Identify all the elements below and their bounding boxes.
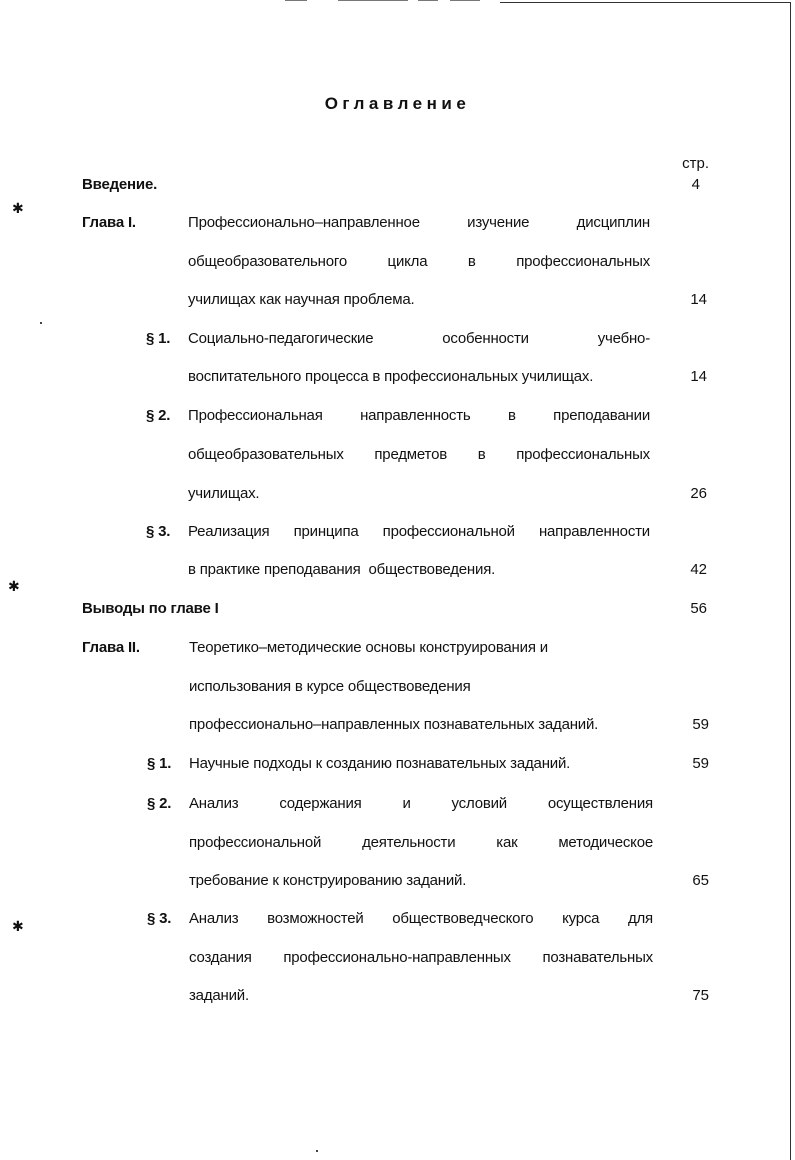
section-1-1-number: § 1. (146, 330, 171, 347)
word: Анализ (189, 795, 239, 812)
chapter-2-page: 59 (692, 716, 709, 733)
word: профессионально-направленных (283, 949, 511, 966)
word: содержания (279, 795, 362, 812)
chapter-2-label: Глава II. (82, 639, 140, 656)
section-2-3-title-line1 (189, 910, 653, 928)
word: преподавании (553, 407, 650, 424)
word: цикла (387, 253, 428, 270)
word: Анализ (189, 910, 239, 927)
section-2-2-title-line1 (189, 795, 653, 813)
chapter-1-title-line3: училищах как научная проблема. (188, 291, 415, 308)
section-1-2-page: 26 (690, 485, 707, 502)
word: деятельности (362, 834, 456, 851)
word: направленности (538, 523, 650, 540)
section-1-2-number: § 2. (146, 407, 171, 424)
intro-page: 4 (691, 176, 700, 193)
word: методическое (558, 834, 653, 851)
word: изучение (467, 214, 530, 231)
section-2-2-title-line2 (189, 834, 653, 852)
section-1-2-title-line3: училищах. (188, 485, 260, 502)
chapter-1-title-line1 (188, 214, 650, 232)
margin-mark: ✱ (12, 200, 24, 216)
word: условий (451, 795, 507, 812)
scan-mark (450, 0, 480, 1)
section-1-2-title-line1 (188, 407, 650, 425)
section-1-1-title-line2: воспитательного процесса в профессиональных училищах. (188, 368, 594, 385)
word: профессиональной (382, 523, 515, 540)
section-2-3-number: § 3. (147, 910, 172, 927)
word: в (477, 446, 486, 463)
word: предметов (374, 446, 447, 463)
section-1-1-page: 14 (690, 368, 707, 385)
word: в (467, 253, 476, 270)
word: и (402, 795, 411, 812)
word: особенности (442, 330, 529, 347)
scan-mark (418, 0, 438, 1)
section-1-2-title-line2 (188, 446, 650, 464)
section-2-1-page: 59 (692, 755, 709, 772)
word: обществоведческого (392, 910, 534, 927)
word: Профессионально–направленное (188, 214, 420, 231)
word: профессиональных (516, 253, 650, 270)
word: познавательных (542, 949, 653, 966)
word: Реализация (188, 523, 270, 540)
section-1-3-page: 42 (690, 561, 707, 578)
word: дисциплин (576, 214, 650, 231)
section-2-2-number: § 2. (147, 795, 172, 812)
scan-dot (40, 322, 42, 324)
page-title: Оглавление (324, 94, 471, 113)
chapter-2-title-line3: профессионально–направленных познавательных заданий. (189, 716, 599, 733)
scan-border-right (790, 2, 791, 1160)
chapter-2-title-line2: использования в курсе обществоведения (189, 678, 471, 695)
section-2-3-title-line3: заданий. (189, 987, 249, 1004)
word: учебно- (597, 330, 650, 347)
section-2-2-title-line3: требование к конструированию заданий. (189, 872, 467, 889)
page-column-label: стр. (682, 155, 709, 172)
word: курса (562, 910, 600, 927)
word: профессиональной (189, 834, 322, 851)
word: общеобразовательного (188, 253, 347, 270)
section-2-2-page: 65 (692, 872, 709, 889)
word: в (507, 407, 516, 424)
section-2-1-title-line1: Научные подходы к созданию познавательных заданий. (189, 755, 571, 772)
word: для (627, 910, 653, 927)
section-2-3-title-line2 (189, 949, 653, 967)
word: профессиональных (516, 446, 650, 463)
scan-border-top (500, 2, 790, 3)
section-1-3-title-line1 (188, 523, 650, 541)
word: создания (189, 949, 252, 966)
word: осуществления (547, 795, 653, 812)
section-1-3-title-line2: в практике преподавания обществоведения. (188, 561, 496, 578)
word: Профессиональная (188, 407, 323, 424)
word: Социально-педагогические (188, 330, 374, 347)
word: как (496, 834, 518, 851)
chapter-2-title-line1: Теоретико–методические основы конструирования и (189, 639, 548, 656)
scan-mark (338, 0, 408, 1)
word: общеобразовательных (188, 446, 344, 463)
section-1-1-title-line1 (188, 330, 650, 348)
chapter-1-label: Глава I. (82, 214, 136, 231)
conclusions-page: 56 (690, 600, 707, 617)
section-1-3-number: § 3. (146, 523, 171, 540)
conclusions-label: Выводы по главе I (82, 600, 219, 617)
margin-mark: ✱ (8, 578, 20, 594)
margin-mark: ✱ (12, 918, 24, 934)
chapter-1-page: 14 (690, 291, 707, 308)
section-2-1-number: § 1. (147, 755, 172, 772)
chapter-1-title-line2 (188, 253, 650, 271)
scan-mark (285, 0, 307, 1)
scan-dot (316, 1150, 318, 1152)
section-2-3-page: 75 (692, 987, 709, 1004)
intro-label: Введение. (82, 176, 158, 193)
word: возможностей (267, 910, 364, 927)
word: направленность (360, 407, 471, 424)
word: принципа (293, 523, 359, 540)
